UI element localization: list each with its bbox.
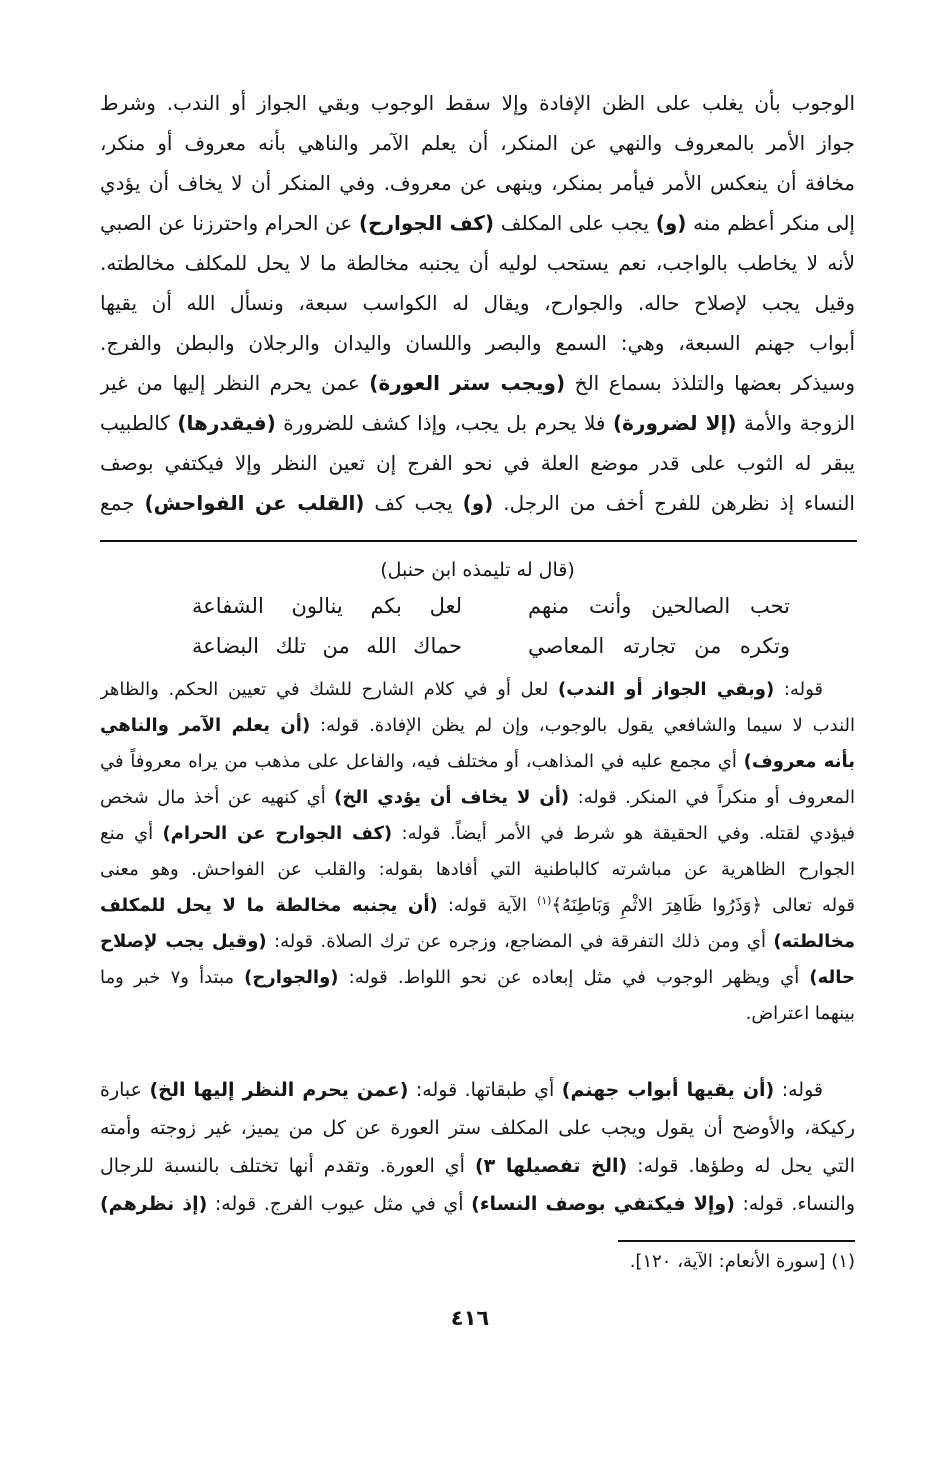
text-run: أي منع [100,823,163,844]
bold-quote: (الخ تفصيلها ٣) [474,1155,628,1177]
text-line [100,708,855,744]
text-line [100,816,855,852]
text-line [100,443,855,483]
bold-quote: (وإلا فيكتفي بوصف النساء) [471,1193,735,1215]
text-run: جواز الأمر بالمعروف والنهي عن المنكر، أن يعلم الآمر والناهي بأنه معروف أو منكر، [100,131,855,155]
text-run: مخافة أن ينعكس الأمر فيأمر بمنكر، وينهى عن معروف. وفي المنكر أن لا يخاف أن يؤدي [100,171,855,195]
main-text [100,83,855,523]
text-run: المعروف أو منكراً في المنكر. قوله: [569,787,855,808]
bold-quote: (أن يجنبه مخالطة ما لا يحل للمكلف [100,895,438,916]
text-run: الزوجة والأمة [736,411,855,435]
verse-second-hemistich: لعل بكم ينالون الشفاعة [192,594,462,618]
text-line [100,960,855,996]
text-run: والنساء. قوله: [734,1193,855,1215]
text-line [100,672,855,708]
bold-quote: (كف الجوارح عن الحرام) [162,823,393,844]
text-run: يجب كف [364,491,463,515]
text-run: أي في مثل عيوب الفرج. قوله: [207,1193,472,1215]
bold-quote: (أن يقيها أبواب جهنم) [561,1079,775,1101]
text-run: الندب لا سيما والشافعي يقول بالوجوب، وإن لم يظن الإفادة. قوله: [310,715,855,736]
bold-quote: (فيقدرها) [177,411,276,435]
footnote: (١) [سورة الأنعام: الآية، ١٢٠]. [629,1251,855,1272]
text-line [100,852,855,888]
bold-quote: (و) [462,491,494,515]
text-run: النساء إذ نظرهن للفرج أخف من الرجل. [493,491,855,515]
text-run: أبواب جهنم السبعة، وهي: السمع والبصر واللسان واليدان والرجلان والبطن والفرج. [100,331,855,355]
text-line [100,203,855,243]
text-line [100,888,855,924]
text-line [100,283,855,323]
bold-quote: (وقيل يجب لإصلاح [100,931,267,952]
text-line [100,780,855,816]
poem-verse [0,588,950,624]
footnote-divider [618,1240,855,1242]
text-line [100,403,855,443]
bold-quote: (أن لا يخاف أن يؤدي الخ) [334,787,570,808]
bold-quote: (عمن يحرم النظر إليها الخ) [149,1079,409,1101]
bold-quote: (إلا لضرورة) [612,411,737,435]
text-run: يبقر له الثوب على قدر موضع العلة في نحو الفرج إن تعين النظر وإلا فيكتفي بوصف [100,451,855,475]
page-number: ٤١٦ [450,1306,490,1330]
text-run: جمع [100,491,145,515]
text-line [100,243,855,283]
text-run: قوله تعالى [762,895,855,916]
text-run: يجب على المكلف [494,211,656,235]
poem-verse [0,628,950,664]
text-run: أي ويظهر الوجوب في مثل إبعاده عن نحو اللواط. قوله: [338,967,810,988]
verse-second-hemistich: حماك الله من تلك البضاعة [192,634,462,658]
text-run: مبتدأ و٧ خبر وما [100,967,245,988]
bold-quote: (و) [655,211,687,235]
text-run: قوله: [774,1079,823,1101]
text-run: عمن يحرم النظر إليها من غير [100,371,370,395]
text-run: عن الحرام واحترزنا عن الصبي [100,211,359,235]
bold-quote: حاله) [809,967,855,988]
poem-title: (قال له تليمذه ابن حنبل) [380,559,575,581]
text-run: وسيذكر بعضها والتلذذ بسماع الخ [565,371,855,395]
text-run: الآية قوله: [437,895,538,916]
text-run: فلا يحرم بل يجب، وإذا كشف للضرورة [275,411,613,435]
footnote-marker: (١) [537,894,552,907]
text-run: عبارة [100,1079,150,1101]
text-run: أي مجمع عليه في المذاهب، أو مختلف فيه، والفاعل على مذهب من يراه معروفاً في [100,751,744,772]
text-line [100,1071,855,1109]
text-run: التي يحل له وطؤها. قوله: [627,1155,855,1177]
text-run: لأنه لا يخاطب بالواجب، نعم يستحب لوليه أن يجنبه مخالطة ما لا يحل للمكلف مخالطته. [100,251,855,275]
bold-quote: (إذ نظرهم) [100,1193,208,1215]
text-run: وقيل يجب لإصلاح حاله. والجوارح، ويقال له الكواسب سبعة، ونسأل الله أن يقيها [100,291,855,315]
text-line [100,1147,855,1185]
commentary-paragraph [100,672,855,1032]
text-run: أي العورة. وتقدم أنها تختلف بالنسبة للرجال [100,1155,475,1177]
text-line [100,483,855,523]
text-run: أي ومن ذلك التفرقة في المضاجع، وزجره عن ترك الصلاة. قوله: [266,931,774,952]
bold-quote: (وبقي الجواز أو الندب) [558,679,775,700]
text-line [100,996,855,1032]
text-run: الجوارح الظاهرية عن مباشرته كالباطنية التي أفادها بقوله: والقلب عن الفواحش. وهو معنى [100,859,855,880]
bold-quote: مخالطته) [773,931,855,952]
text-line [100,1109,855,1147]
text-line [100,83,855,123]
text-run: أي طبقاتها. قوله: [408,1079,562,1101]
text-run: الوجوب بأن يغلب على الظن الإفادة وإلا سقط الوجوب وبقي الجواز أو الندب. وشرط [100,91,855,115]
text-run: إلى منكر أعظم منه [686,211,855,235]
text-line [100,123,855,163]
bold-quote: (كف الجوارح) [358,211,495,235]
bold-quote: (أن يعلم الآمر والناهي [100,715,311,736]
text-line [100,323,855,363]
commentary-paragraph [100,1071,855,1223]
text-run: لعل أو في كلام الشارح للشك في تعيين الحكم. والظاهر [100,679,559,700]
text-run: فيؤدي لقتله. وفي الحقيقة هو شرط في الأمر أيضاً. قوله: [392,823,855,844]
text-line [100,744,855,780]
quran-quote: ﴿وَذَرُوا ظَاهِرَ الاثْمِ وَبَاطِنَهُ﴾ [551,895,763,916]
verse-first-hemistich: تحب الصالحين وأنت منهم [528,594,790,618]
bold-quote: (والجوارح) [244,967,339,988]
section-divider [100,540,857,542]
text-line [100,363,855,403]
bold-quote: (القلب عن الفواحش) [144,491,365,515]
bold-quote: بأنه معروف) [743,751,855,772]
text-line [100,924,855,960]
text-run: قوله: [774,679,824,700]
text-line [100,163,855,203]
text-run: أي كنهيه عن أخذ مال شخص [100,787,335,808]
text-line [100,1185,855,1223]
bold-quote: (ويجب ستر العورة) [369,371,566,395]
text-run: كالطبيب [100,411,178,435]
verse-first-hemistich: وتكره من تجارته المعاصي [528,634,790,658]
text-run: بينهما اعتراض. [745,1003,855,1024]
text-run: ركيكة، والأوضح أن يقول ويجب على المكلف ستر العورة عن كل من يميز، غير زوجته وأمته [100,1117,855,1139]
